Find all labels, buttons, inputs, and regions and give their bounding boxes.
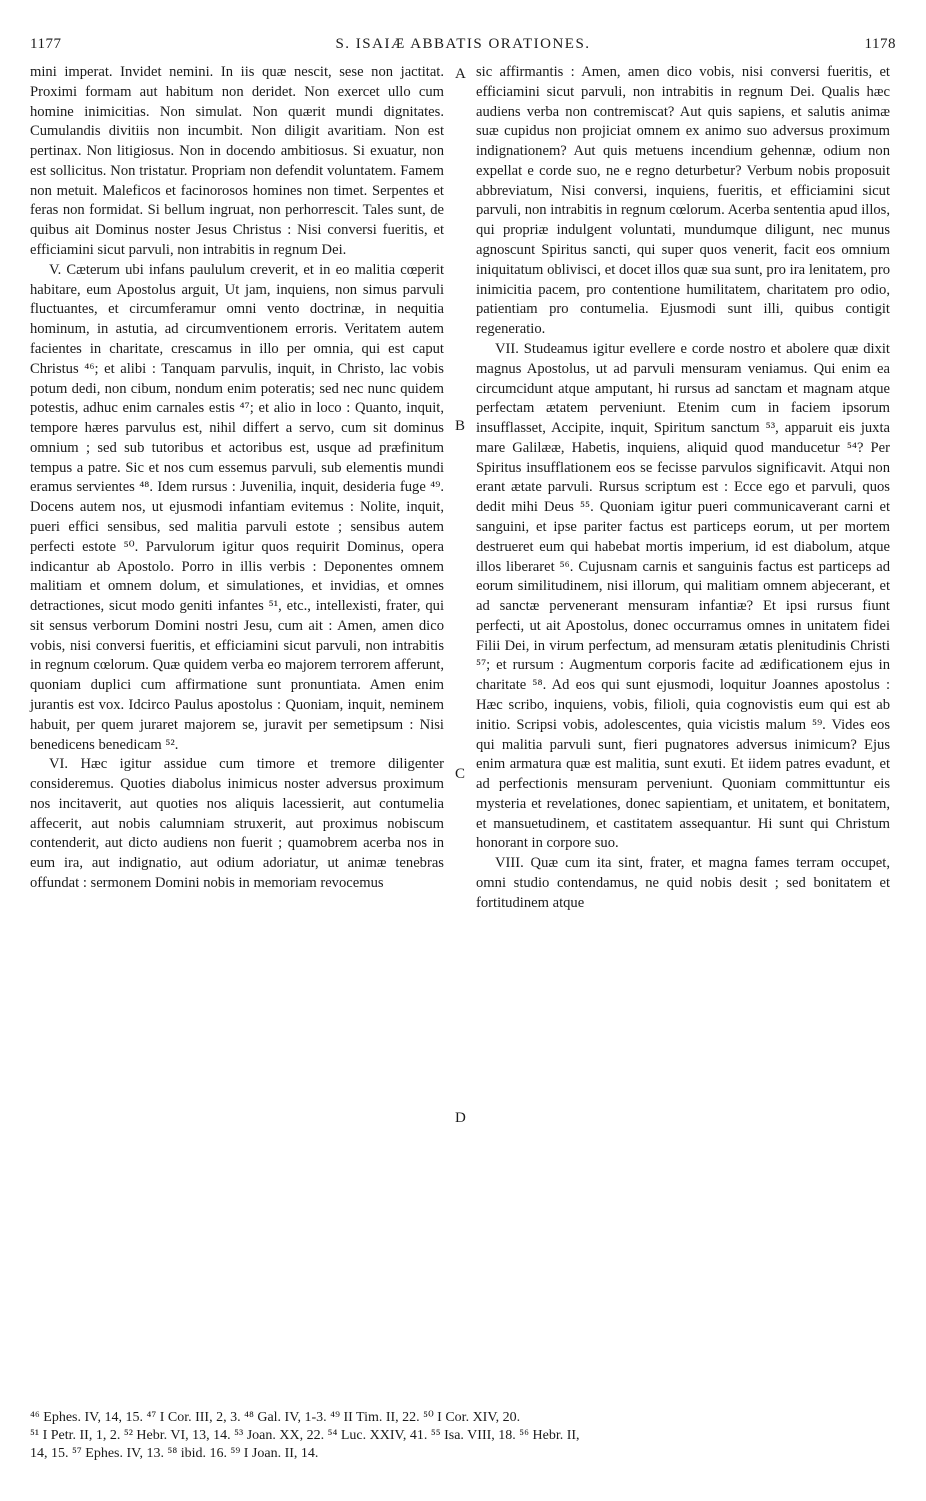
right-column bbox=[476, 63, 890, 914]
margin-marker-d: D bbox=[455, 1110, 466, 1126]
page-number-left: 1177 bbox=[30, 36, 62, 52]
margin-marker-c: C bbox=[455, 766, 466, 782]
page-header bbox=[30, 36, 896, 58]
margin-marker-b: B bbox=[455, 418, 466, 434]
page-number-right: 1178 bbox=[864, 36, 896, 52]
paragraph-vi: VI. Hæc igitur assidue cum timore et tremore diligenter consideremus. Quoties diabolus inimicus noster adversus proximum nos incitaverit, aut quoties nos aliquis lacessierit, aut contumelia affecerit, aut nobis calumniam struxerit, aut proximus nobiscum contenderit, aut dicto audiens non fuerit ; quamobrem acerba nos in eum ira, aut indignatio, aut odium adoriatur, ut animæ tenebras offundat : sermonem Domini nobis in memoriam revocemus bbox=[30, 756, 444, 892]
paragraph-viii: VIII. Quæ cum ita sint, frater, et magna fames terram occupet, omni studio contendamus, ne quid nobis desit ; sed bonitatem et fortitudinem atque bbox=[476, 855, 890, 911]
margin-marker-a: A bbox=[455, 66, 466, 82]
footnote-line: ⁵¹ I Petr. II, 1, 2. ⁵² Hebr. VI, 13, 14. ⁵³ Joan. XX, 22. ⁵⁴ Luc. XXIV, 41. ⁵⁵ Isa. VIII, 18. ⁵⁶ Hebr. II, bbox=[30, 1428, 580, 1443]
running-title: S. ISAIÆ ABBATIS ORATIONES. bbox=[335, 36, 591, 52]
footnote-line: ⁴⁶ Ephes. IV, 14, 15. ⁴⁷ I Cor. III, 2, 3. ⁴⁸ Gal. IV, 1-3. ⁴⁹ II Tim. II, 22. ⁵⁰ I Cor. XIV, 20. bbox=[30, 1410, 521, 1425]
footnotes bbox=[30, 1409, 896, 1463]
paragraph-v: V. Cæterum ubi infans paululum creverit, et in eo malitia cœperit habitare, eum Apostolus arguit, Ut jam, inquiens, non simus parvuli fluctuantes, et circumferamur omni vento doctrinæ, in nequitia hominum, in astutia, ad circumventionem erroris. Veritatem autem facientes in charitate, crescamus in illo per omnia, qui est caput Christus ⁴⁶; et alibi : Tanquam parvulis, inquit, in Christo, lac vobis potum dedi, non cibum, nondum enim poteratis; sed nec nunc quidem potestis, adhuc enim carnales estis ⁴⁷; et alio in loco : Quanto, inquit, tempore hæres parvulus est, nihil differt a servo, cum sit dominus omnium ; sed sub tutoribus et actoribus est, usque ad præfinitum tempus a patre. Sic et nos cum essemus parvuli, sub elementis mundi eramus servientes ⁴⁸. Idem rursus : Juvenilia, inquit, desideria fuge ⁴⁹. Docens autem nos, ut ejusmodi infantiam evitemus : Nolite, inquit, pueri effici sensibus, sed malitia parvuli estote ; sensibus autem perfecti estote ⁵⁰. Parvulorum igitur quos requirit Dominus, opera indicantur ab Apostolo. Porro in illis verbis : Deponentes omnem malitiam et omnem dolum, et simulationes, et invidias, et omnes detractiones, sicut modo geniti infantes ⁵¹, etc., intellexisti, frater, qui sit sensus verborum Domini nostri Jesu, cum ait : Amen, amen dico vobis, nisi conversi fueritis, et efficiamini sicut parvuli, non intrabitis in regnum cœlorum. Quæ quidem verba eo majorem terrorem afferunt, quoniam duplici cum affirmatione sunt pronuntiata. Amen enim jurantis est vox. Idcirco Paulus apostolus : Quoniam, inquit, neminem habuit, per quem juraret majorem se, juravit per semetipsum : Nisi benedicens benedicam ⁵². bbox=[30, 261, 444, 753]
paragraph-iv-end: mini imperat. Invidet nemini. In iis quæ nescit, sese non jactitat. Proximi formam aut habitum non deridet. Non exercet ullo cum homine inimicitias. Non simulat. Non quærit mundi dignitates. Cumulandis divitiis non incumbit. Non diligit avaritiam. Non est pertinax. Non litigiosus. Non in docendo ambitiosus. Si exuatur, non est sollicitus. Non tristatur. Propriam non defendit voluntatem. Famem non metuit. Maleficos et facinorosos homines non timet. Serpentes et feras non formidat. Si bellum ingruat, non perhorrescit. Tales sunt, de quibus ait Dominus noster Jesus Christus : Nisi conversi fueritis, et efficiamini sicut parvuli, non intrabitis in regnum Dei. bbox=[30, 64, 444, 259]
left-column bbox=[30, 63, 444, 894]
paragraph-vii: VII. Studeamus igitur evellere e corde nostro et abolere quæ dixit magnus Apostolus, ut ad parvuli mensuram veniamus. Qui enim ea circumcidunt atque amputant, hi rursus ad sanctam et magnam atque perfectam ætatem perveniunt. Etenim cum in faciem ipsorum insufflasset, Accipite, inquit, Spiritum sanctum ⁵³, apparuit eis juxta mare Galilææ, Habetis, inquiens, aliquid quod manducetur ⁵⁴? Per Spiritus insufflationem eos se fecisse parvulos significavit. Atqui non erant ætate parvuli. Rursus scriptum est : Ecce ego et parvuli, quos dedit mihi Deus ⁵⁵. Quoniam igitur pueri communicaverant carni et sanguini, et ipse pariter factus est particeps eorum, ut per mortem destrueret eum qui habebat mortis imperium, id est diabolum, atque illos liberaret ⁵⁶. Cujusnam carnis et sanguinis factus est particeps ad eorum similitudinem, nisi illorum, qui malitiam omnem abjecerant, et ad sanctæ pervenerant mensuram infantiæ? Et ipsi rursus fiunt perfecti, ut ait Apostolus, donec occurramus omnes in unitatem fidei Filii Dei, in virum perfectum, ad mensuram ætatis plenitudinis Christi ⁵⁷; et rursum : Augmentum corporis facite ad ædificationem ejus in charitate ⁵⁸. Ad eos qui sunt ejusmodi, loquitur Joannes apostolus : Hæc scribo, inquiens, vobis, filioli, quia cognovistis eum qui est ab initio. Scripsi vobis, adolescentes, quia vicistis malum ⁵⁹. Vides eos qui malitia parvuli sunt, fieri pugnatores adversus inimicum? Ejus enim armatura quæ est malitia, sunt exuti. Et iidem patres evadunt, et ad perfectionis mensuram perveniunt. Quoniam committuntur eis mysteria et revelationes, donec sapientiam, et unitatem, et bonitatem, et mansuetudinem, et castitatem assequantur. Hi sunt qui Christum honorant in corpore suo. bbox=[476, 340, 890, 852]
paragraph-vi-cont: sic affirmantis : Amen, amen dico vobis, nisi conversi fueritis, et efficiamini sicut parvuli, non intrabitis in regnum Dei. Qualis hæc audiens verba non contremiscat? Aut quis sapiens, et salutis animæ suæ cupidus non projiciat omnem ex animo suo adversus proximum indignationem? Aut quis metuens incendium gehennæ, odium non expellat e corde suo, ne e regno deturbetur? Verbum nobis proposuit abbreviatum, Nisi conversi, inquiens, fueritis, et efficiamini sicut parvuli, non intrabitis in regnum cœlorum. Acerba sententia apud illos, qui propriæ indulgent voluntati, mundumque diligunt, nec munus agnoscunt Spiritus sancti, qui super quos venerit, facit eos omnium iniquitatum oblivisci, et docet illos quæ sua sunt, pro ira lenitatem, pro inimicitia pacem, pro contentione humilitatem, charitatem pro odio, patientiam pro contumelia. Ejusmodi sunt illi, quibus contigit regeneratio. bbox=[476, 64, 890, 338]
footnote-line: 14, 15. ⁵⁷ Ephes. IV, 13. ⁵⁸ ibid. 16. ⁵⁹ I Joan. II, 14. bbox=[30, 1446, 319, 1461]
